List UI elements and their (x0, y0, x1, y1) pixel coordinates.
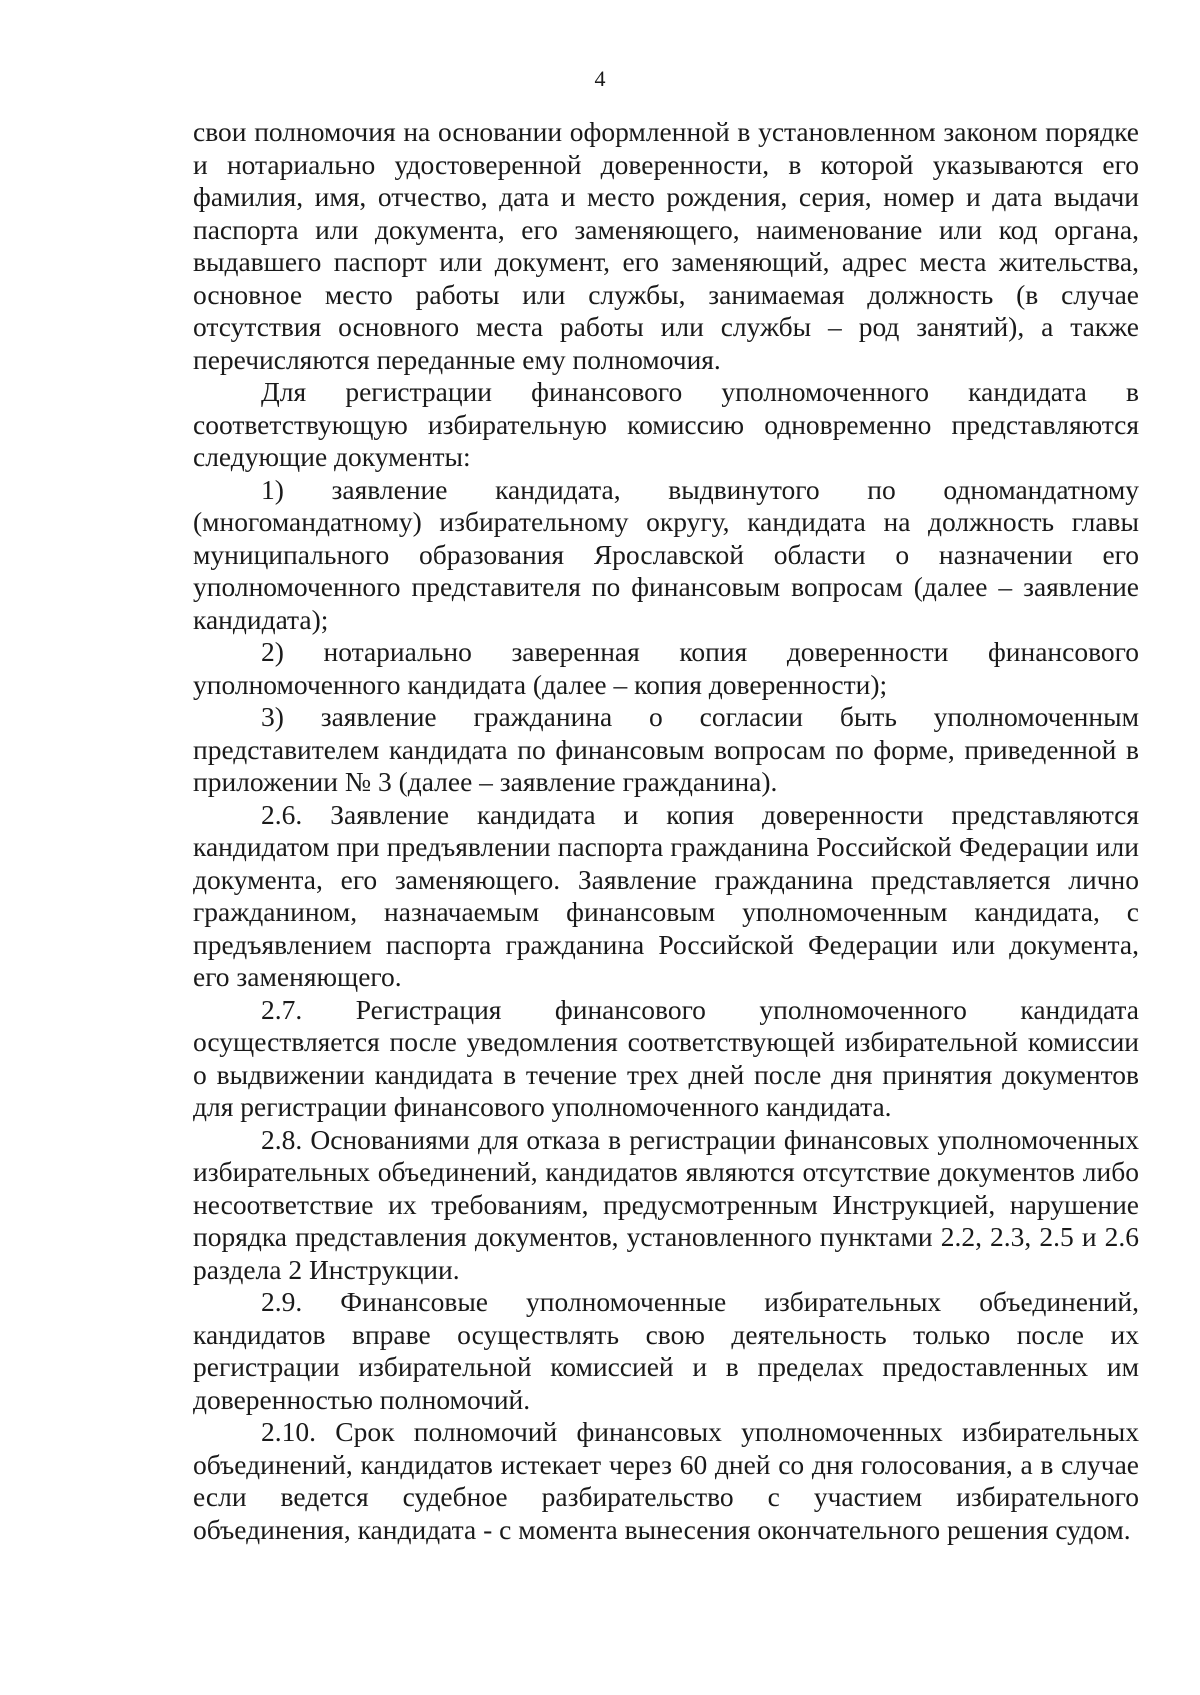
paragraph-documents-intro: Для регистрации финансового уполномоченного кандидата в соответствующую избирательную комиссию одновременно представляются следующие документы: (193, 376, 1139, 472)
paragraph-continuation: свои полномочия на основании оформленной в установленном законом порядке и нотариально удостоверенной доверенности, в которой указываются его фамилия, имя, отчество, дата и место рождения, серия, номер и дата выдачи паспорта или документа, его заменяющего, наименование или код органа, выдавшего паспорт или документ, его заменяющий, адрес места жительства, основное место работы или службы, занимаемая должность (в случае отсутствия основного места работы или службы – род занятий), а также перечисляются переданные ему полномочия. (193, 116, 1139, 375)
page-number: 4 (594, 66, 606, 91)
list-item-3: 3) заявление гражданина о согласии быть уполномоченным представителем кандидата по финансовым вопросам по форме, приведенной в приложении № 3 (далее – заявление гражданина). (193, 701, 1139, 797)
paragraph-2-8: 2.8. Основаниями для отказа в регистрации финансовых уполномоченных избирательных объединений, кандидатов являются отсутствие документов либо несоответствие их требованиям, предусмотренным Инструкцией, нарушение порядка представления документов, установленного пунктами 2.2, 2.3, 2.5 и 2.6 раздела 2 Инструкции. (193, 1123, 1139, 1285)
list-item-2: 2) нотариально заверенная копия доверенности финансового уполномоченного кандидата (далее – копия доверенности); (193, 636, 1139, 700)
paragraph-2-10: 2.10. Срок полномочий финансовых уполномоченных избирательных объединений, кандидатов истекает через 60 дней со дня голосования, а в случае если ведется судебное разбирательство с участием избирательного объединения, кандидата - с момента вынесения окончательного решения судом. (193, 1416, 1139, 1545)
paragraph-2-7: 2.7. Регистрация финансового уполномоченного кандидата осуществляется после уведомления соответствующей избирательной комиссии о выдвижении кандидата в течение трех дней после дня принятия документов для регистрации финансового уполномоченного кандидата. (193, 993, 1139, 1122)
paragraph-2-6: 2.6. Заявление кандидата и копия доверенности представляются кандидатом при предъявлении паспорта гражданина Российской Федерации или документа, его заменяющего. Заявление гражданина представляется лично гражданином, назначаемым финансовым уполномоченным кандидата, с предъявлением паспорта гражданина Российской Федерации или документа, его заменяющего. (193, 798, 1139, 992)
paragraph-2-9: 2.9. Финансовые уполномоченные избирательных объединений, кандидатов вправе осуществлять свою деятельность только после их регистрации избирательной комиссией и в пределах предоставленных им доверенностью полномочий. (193, 1286, 1139, 1415)
document-body (193, 116, 1139, 1546)
list-item-1: 1) заявление кандидата, выдвинутого по одномандатному (многомандатному) избирательному округу, кандидата на должность главы муниципального образования Ярославской области о назначении его уполномоченного представителя по финансовым вопросам (далее – заявление кандидата); (193, 473, 1139, 635)
